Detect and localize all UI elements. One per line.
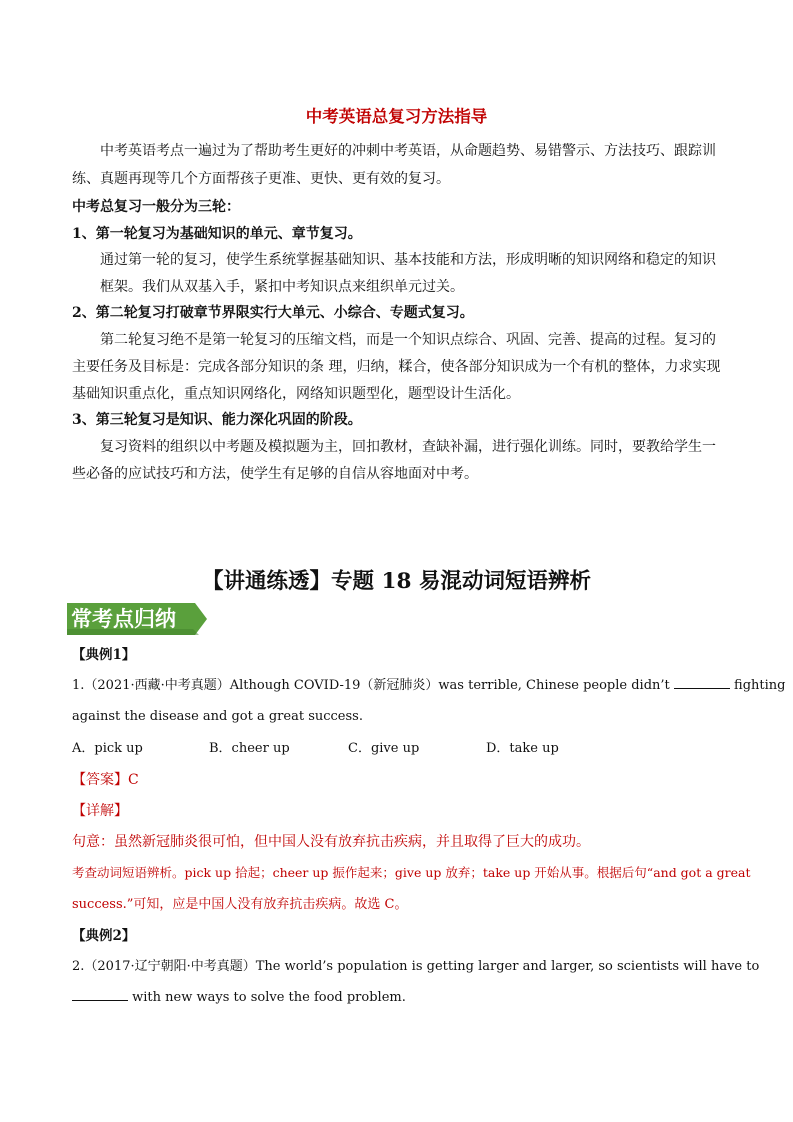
example-1-question-prefix: 1.（2021·西藏·中考真题）Although COVID-19（新冠肺炎）was terrible, Chinese people didn’t bbox=[72, 678, 670, 693]
example-2-question-line-1: 2.（2017·辽宁朝阳·中考真题）The world’s population is getting larger and larger, so scientists will have to bbox=[72, 959, 760, 974]
example-2-question-line-2 bbox=[72, 988, 732, 1008]
detail-line-2: 考查动词短语辨析。pick up 拾起；cheer up 振作起来；give up 放弃；take up 开始从事。根据后句“and got a great bbox=[72, 865, 751, 880]
example-1-question-line-1 bbox=[72, 676, 786, 696]
round2-line-3: 基础知识重点化，重点知识网络化，网络知识题型化，题型设计生活化。 bbox=[72, 386, 520, 402]
rounds-heading: 中考总复习一般分为三轮： bbox=[72, 199, 240, 215]
round3-line-2: 些必备的应试技巧和方法，使学生有足够的自信从容地面对中考。 bbox=[72, 466, 478, 482]
detail-line-1: 句意：虽然新冠肺炎很可怕，但中国人没有放弃抗击疾病，并且取得了巨大的成功。 bbox=[72, 834, 590, 850]
topic-title: 【讲通练透】专题 18 易混动词短语辨析 bbox=[202, 569, 591, 594]
round1-line-2: 框架。我们从双基入手，紧扣中考知识点来组织单元过关。 bbox=[100, 279, 464, 295]
detail-line-3: success.”可知，应是中国人没有放弃抗击疾病。故选 C。 bbox=[72, 897, 408, 912]
example-2-question-text: with new ways to solve the food problem. bbox=[132, 990, 406, 1005]
section-banner-label: 常考点归纳 bbox=[71, 607, 176, 631]
example-1-question-line-2: against the disease and got a great success. bbox=[72, 709, 363, 724]
round2-line-2: 主要任务及目标是：完成各部分知识的条 理，归纳，糅合，使各部分知识成为一个有机的整体，力求实现 bbox=[72, 359, 721, 375]
option-c: C．give up bbox=[348, 741, 420, 756]
answer-blank bbox=[674, 676, 730, 689]
round1-heading: 1、第一轮复习为基础知识的单元、章节复习。 bbox=[72, 226, 362, 242]
round2-heading: 2、第二轮复习打破章节界限实行大单元、小综合、专题式复习。 bbox=[72, 305, 474, 321]
intro-line-1: 中考英语考点一遍过为了帮助考生更好的冲刺中考英语，从命题趋势、易错警示、方法技巧、跟踪训 bbox=[100, 143, 716, 159]
answer-label: 【答案】C bbox=[72, 772, 139, 788]
option-d: D．take up bbox=[486, 741, 559, 756]
answer-blank bbox=[72, 988, 128, 1001]
example-1-question-suffix: fighting bbox=[734, 678, 786, 693]
guide-title: 中考英语总复习方法指导 bbox=[305, 107, 488, 126]
option-a: A．pick up bbox=[72, 741, 143, 756]
round2-line-1: 第二轮复习绝不是第一轮复习的压缩文档，而是一个知识点综合、巩固、完善、提高的过程。复习的 bbox=[100, 332, 716, 348]
example-1-label: 【典例1】 bbox=[72, 647, 136, 663]
round3-heading: 3、第三轮复习是知识、能力深化巩固的阶段。 bbox=[72, 412, 362, 428]
intro-line-2: 练、真题再现等几个方面帮孩子更准、更快、更有效的复习。 bbox=[72, 171, 450, 187]
detail-label: 【详解】 bbox=[72, 803, 128, 819]
option-b: B．cheer up bbox=[209, 741, 290, 756]
round1-line-1: 通过第一轮的复习，使学生系统掌握基础知识、基本技能和方法，形成明晰的知识网络和稳定的知识 bbox=[100, 252, 716, 268]
example-2-label: 【典例2】 bbox=[72, 928, 136, 944]
round3-line-1: 复习资料的组织以中考题及模拟题为主，回扣教材，查缺补漏，进行强化训练。同时，要教给学生一 bbox=[100, 439, 716, 455]
